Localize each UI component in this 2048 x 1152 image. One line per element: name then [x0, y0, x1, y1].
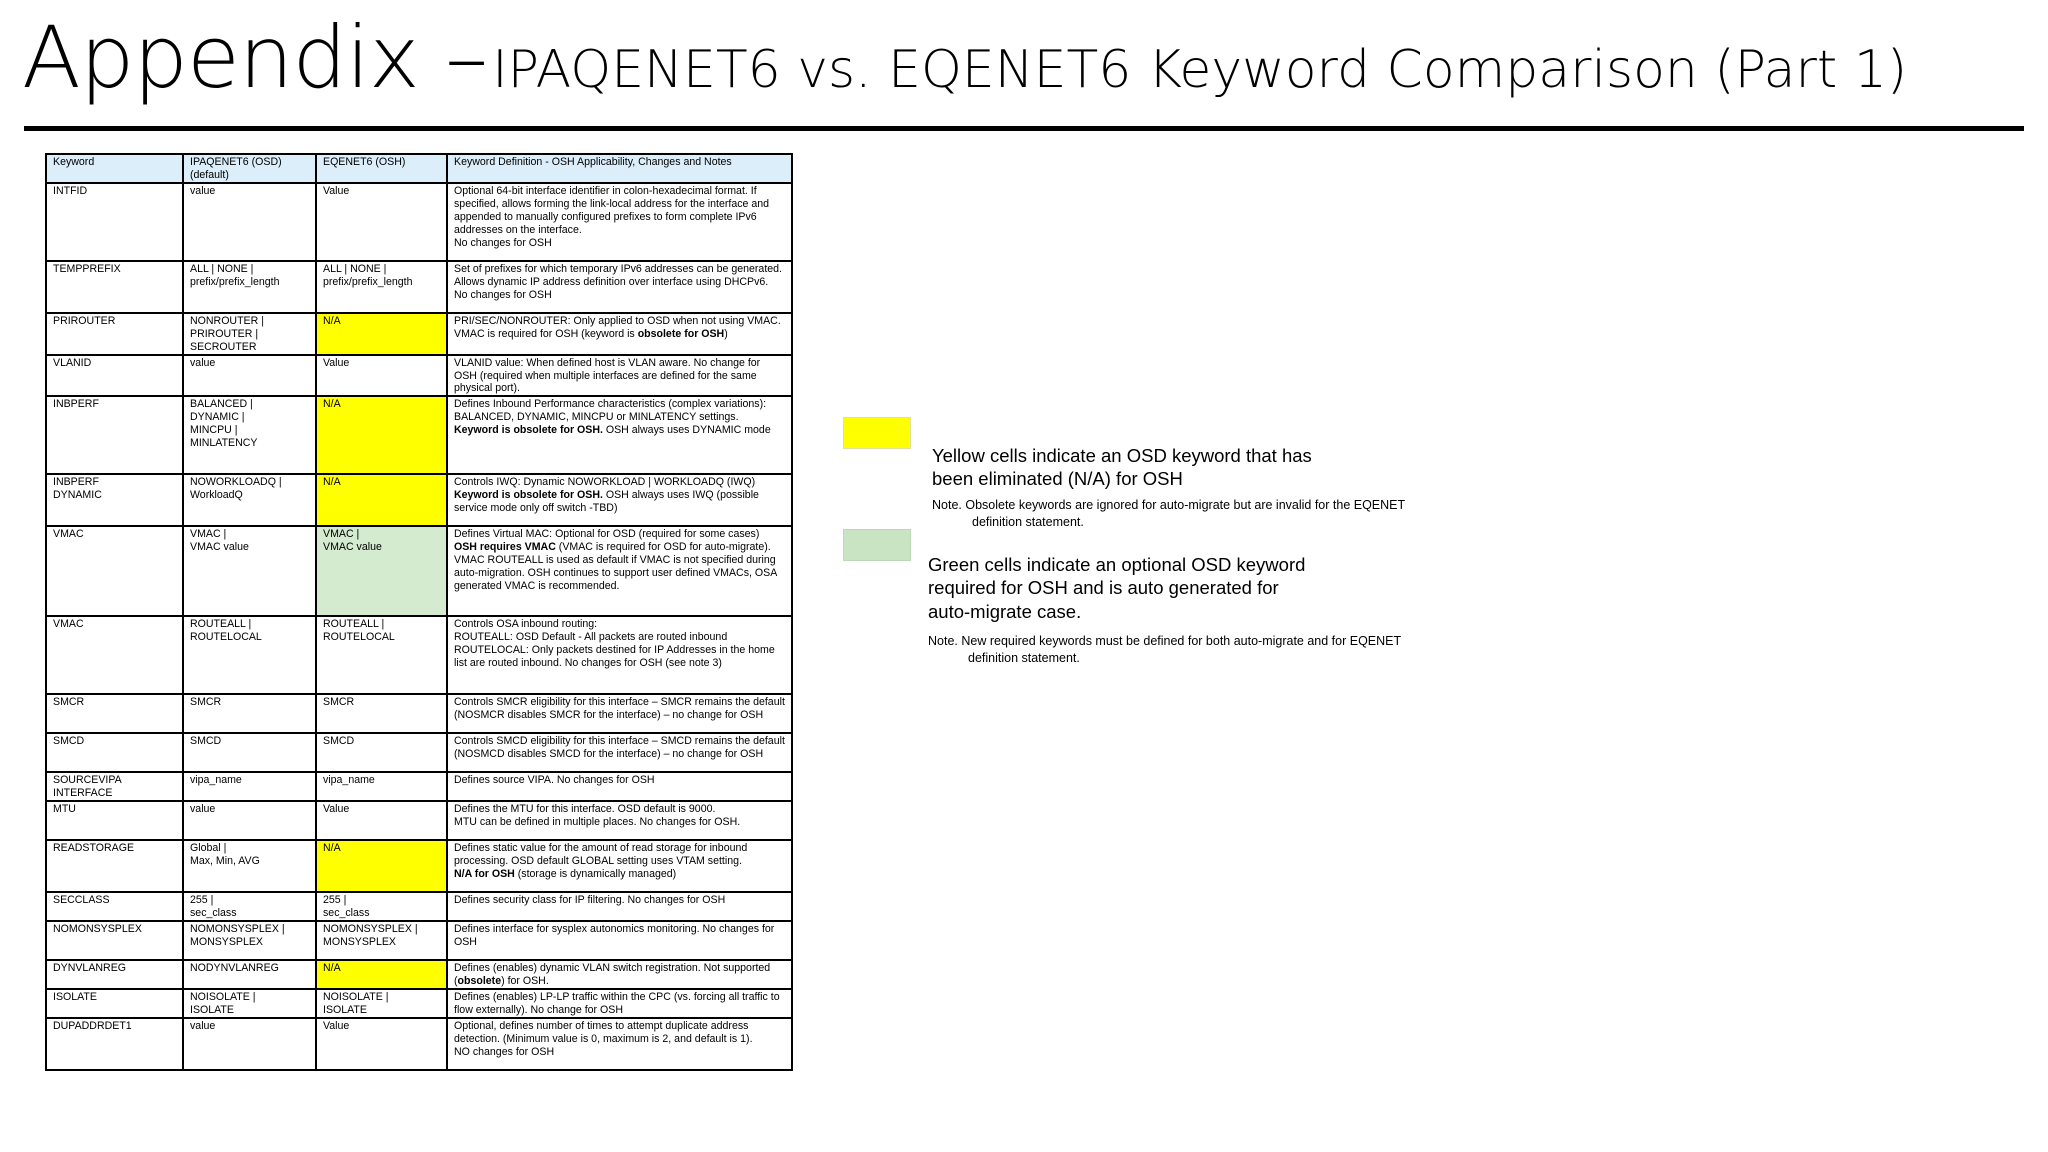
definition-cell: [447, 801, 792, 840]
page-title: [22, 8, 1907, 108]
keyword-cell: INBPERF DYNAMIC: [46, 474, 183, 526]
keyword-cell: TEMPPREFIX: [46, 261, 183, 313]
definition-text: Controls SMCD eligibility for this interface – SMCD remains the default (NOSMCD disables SMCD for the interface) – no change for OSH: [454, 735, 785, 761]
definition-bold-text: Keyword is obsolete for OSH.: [454, 424, 603, 437]
definition-cell: [447, 960, 792, 989]
green-legend-label: Green cells indicate an optional OSD keyword required for OSH and is auto generated for auto-migrate case.: [928, 554, 1306, 622]
osh-value-cell: ALL | NONE | prefix/prefix_length: [316, 261, 447, 313]
title-main: Appendix –: [22, 8, 488, 108]
title-subtitle: IPAQENET6 vs. EQENET6 Keyword Comparison (Part 1): [492, 40, 1908, 100]
table-row: [46, 960, 792, 989]
definition-text: Set of prefixes for which temporary IPv6 addresses can be generated. Allows dynamic IP address definition over interface using DHCPv6. No changes for OSH: [454, 262, 782, 301]
definition-cell: [447, 1018, 792, 1070]
definition-text: Optional 64-bit interface identifier in colon-hexadecimal format. If specified, allows forming the link-local address for the interface and appended to manually configured prefixes to form complete IPv6 addresses on the interface. No changes for OSH: [454, 184, 770, 249]
osd-value-cell: ALL | NONE | prefix/prefix_length: [183, 261, 316, 313]
table-row: [46, 526, 792, 616]
osd-value-cell: NOISOLATE | ISOLATE: [183, 989, 316, 1018]
keyword-cell: DUPADDRDET1: [46, 1018, 183, 1070]
title-divider: [24, 126, 2024, 131]
osh-value-cell: vipa_name: [316, 772, 447, 801]
keyword-cell: INBPERF: [46, 396, 183, 474]
osd-value-cell: SMCD: [183, 733, 316, 772]
keyword-cell: MTU: [46, 801, 183, 840]
keyword-comparison-table: [45, 153, 793, 1071]
definition-text: OSH always uses IWQ (possible service mode only off switch -TBD): [454, 489, 759, 515]
table-row: [46, 694, 792, 733]
table-body: [46, 183, 792, 1070]
definition-cell: [447, 474, 792, 526]
osh-value-cell: NOISOLATE | ISOLATE: [316, 989, 447, 1018]
definition-text: (storage is dynamically managed): [514, 868, 677, 881]
green-legend-note: [928, 633, 1401, 666]
table-row: [46, 892, 792, 921]
definition-text: PRI/SEC/NONROUTER: Only applied to OSD when not using VMAC. VMAC is required for OSH (keyword is: [454, 314, 781, 340]
definition-text: (VMAC is required for OSD for auto-migrate). VMAC ROUTEALL is used as default if VMAC is not specified during auto-migration. OSH continues to support user defined VMACs, OSA generated VMAC is recommended.: [454, 541, 777, 593]
table-row: [46, 1018, 792, 1070]
definition-text: ): [724, 327, 728, 340]
table-row: [46, 355, 792, 397]
osh-value-cell: N/A: [316, 396, 447, 474]
osd-value-cell: NODYNVLANREG: [183, 960, 316, 989]
table-row: [46, 313, 792, 355]
definition-cell: [447, 313, 792, 355]
definition-text: Controls IWQ: Dynamic NOWORKLOAD | WORKLOADQ (IWQ): [454, 476, 756, 489]
definition-cell: [447, 616, 792, 694]
definition-cell: [447, 526, 792, 616]
osd-value-cell: value: [183, 183, 316, 261]
definition-text: Defines interface for sysplex autonomics monitoring. No changes for OSH: [454, 923, 775, 948]
definition-text: Controls OSA inbound routing: ROUTEALL: OSD Default - All packets are routed inbound ROUTELOCAL: Only packets destined for IP Addresses in the home list are routed inbound. No changes for OSH (see note 3): [454, 618, 775, 670]
table-row: [46, 616, 792, 694]
table-row: [46, 474, 792, 526]
definition-text: Defines (enables) LP-LP traffic within the CPC (vs. forcing all traffic to flow externally). No change for OSH: [454, 990, 780, 1016]
table-row: [46, 396, 792, 474]
osh-value-cell: Value: [316, 355, 447, 397]
table-row: [46, 801, 792, 840]
osh-value-cell: SMCR: [316, 694, 447, 733]
definition-cell: [447, 355, 792, 397]
definition-text: Defines static value for the amount of read storage for inbound processing. OSD default GLOBAL setting uses VTAM setting.: [454, 842, 748, 868]
osh-value-cell: Value: [316, 1018, 447, 1070]
table-row: [46, 989, 792, 1018]
header-definition: Keyword Definition - OSH Applicability, Changes and Notes: [447, 154, 792, 183]
green-legend-swatch: [843, 529, 911, 561]
definition-text: Defines source VIPA. No changes for OSH: [454, 774, 655, 787]
osh-value-cell: Value: [316, 183, 447, 261]
definition-cell: [447, 396, 792, 474]
definition-bold-text: OSH requires VMAC: [454, 541, 556, 554]
table-row: [46, 183, 792, 261]
header-ipaqenet6-osd: IPAQENET6 (OSD) (default): [183, 154, 316, 183]
yellow-legend-label: Yellow cells indicate an OSD keyword that has been eliminated (N/A) for OSH: [932, 445, 1312, 490]
definition-cell: [447, 183, 792, 261]
keyword-cell: DYNVLANREG: [46, 960, 183, 989]
keyword-cell: NOMONSYSPLEX: [46, 921, 183, 960]
definition-bold-text: obsolete: [457, 974, 502, 987]
osd-value-cell: ROUTEALL | ROUTELOCAL: [183, 616, 316, 694]
definition-cell: [447, 840, 792, 892]
keyword-cell: PRIROUTER: [46, 313, 183, 355]
osd-value-cell: VMAC | VMAC value: [183, 526, 316, 616]
osd-value-cell: BALANCED | DYNAMIC | MINCPU | MINLATENCY: [183, 396, 316, 474]
osd-value-cell: value: [183, 801, 316, 840]
definition-bold-text: N/A for OSH: [454, 868, 515, 881]
table-row: [46, 772, 792, 801]
yellow-legend-text: [932, 444, 1312, 491]
keyword-cell: SMCR: [46, 694, 183, 733]
yellow-legend-swatch: [843, 417, 911, 449]
definition-text: Defines (enables) dynamic VLAN switch registration. Not supported (: [454, 962, 771, 987]
osh-value-cell: 255 | sec_class: [316, 892, 447, 921]
definition-text: ) for OSH.: [501, 974, 549, 987]
osd-value-cell: NOWORKLOADQ | WorkloadQ: [183, 474, 316, 526]
definition-bold-text: Keyword is obsolete for OSH.: [454, 489, 603, 502]
definition-text: Defines Inbound Performance characteristics (complex variations): BALANCED, DYNAMIC, MINCPU or MINLATENCY settings.: [454, 398, 767, 424]
definition-text: Defines Virtual MAC: Optional for OSD (required for some cases): [454, 528, 760, 541]
osd-value-cell: NONROUTER | PRIROUTER | SECROUTER: [183, 313, 316, 355]
osd-value-cell: value: [183, 355, 316, 397]
yellow-legend-note: [932, 497, 1405, 530]
osh-value-cell: SMCD: [316, 733, 447, 772]
keyword-cell: SMCD: [46, 733, 183, 772]
definition-cell: [447, 694, 792, 733]
definition-text: Optional, defines number of times to attempt duplicate address detection. (Minimum value is 0, maximum is 2, and default is 1). NO changes for OSH: [454, 1019, 753, 1058]
header-keyword: Keyword: [46, 154, 183, 183]
osd-value-cell: 255 | sec_class: [183, 892, 316, 921]
osd-value-cell: SMCR: [183, 694, 316, 733]
osh-value-cell: NOMONSYSPLEX | MONSYSPLEX: [316, 921, 447, 960]
table-row: [46, 840, 792, 892]
table-row: [46, 921, 792, 960]
osh-value-cell: N/A: [316, 313, 447, 355]
definition-text: Defines security class for IP filtering. No changes for OSH: [454, 894, 726, 907]
keyword-cell: VMAC: [46, 526, 183, 616]
osh-value-cell: N/A: [316, 960, 447, 989]
definition-cell: [447, 261, 792, 313]
table-row: [46, 733, 792, 772]
keyword-cell: SOURCEVIPA INTERFACE: [46, 772, 183, 801]
yellow-note-line2: definition statement.: [972, 514, 1084, 529]
keyword-cell: SECCLASS: [46, 892, 183, 921]
definition-cell: [447, 989, 792, 1018]
definition-cell: [447, 772, 792, 801]
yellow-note-line1: Note. Obsolete keywords are ignored for auto-migrate but are invalid for the EQENET: [932, 498, 1406, 512]
definition-text: VLANID value: When defined host is VLAN aware. No change for OSH (required when multiple interfaces are defined for the same physical port).: [454, 356, 761, 395]
table-row: [46, 261, 792, 313]
green-legend-text: [928, 553, 1305, 623]
definition-text: Defines the MTU for this interface. OSD default is 9000. MTU can be defined in multiple places. No changes for OSH.: [454, 803, 741, 829]
keyword-cell: INTFID: [46, 183, 183, 261]
osd-value-cell: NOMONSYSPLEX | MONSYSPLEX: [183, 921, 316, 960]
osd-value-cell: vipa_name: [183, 772, 316, 801]
green-note-line1: Note. New required keywords must be defined for both auto-migrate and for EQENET: [928, 634, 1402, 648]
keyword-cell: READSTORAGE: [46, 840, 183, 892]
osh-value-cell: Value: [316, 801, 447, 840]
header-eqenet6-osh: EQENET6 (OSH): [316, 154, 447, 183]
definition-cell: [447, 733, 792, 772]
definition-bold-text: obsolete for OSH: [637, 327, 725, 340]
green-note-line2: definition statement.: [968, 650, 1080, 665]
osh-value-cell: VMAC | VMAC value: [316, 526, 447, 616]
osd-value-cell: value: [183, 1018, 316, 1070]
keyword-cell: VLANID: [46, 355, 183, 397]
definition-cell: [447, 921, 792, 960]
definition-cell: [447, 892, 792, 921]
definition-text: Controls SMCR eligibility for this interface – SMCR remains the default (NOSMCR disables SMCR for the interface) – no change for OSH: [454, 696, 785, 722]
keyword-cell: ISOLATE: [46, 989, 183, 1018]
keyword-cell: VMAC: [46, 616, 183, 694]
osd-value-cell: Global | Max, Min, AVG: [183, 840, 316, 892]
osh-value-cell: ROUTEALL | ROUTELOCAL: [316, 616, 447, 694]
table-header-row: [46, 154, 792, 183]
osh-value-cell: N/A: [316, 840, 447, 892]
osh-value-cell: N/A: [316, 474, 447, 526]
definition-text: OSH always uses DYNAMIC mode: [602, 424, 771, 437]
